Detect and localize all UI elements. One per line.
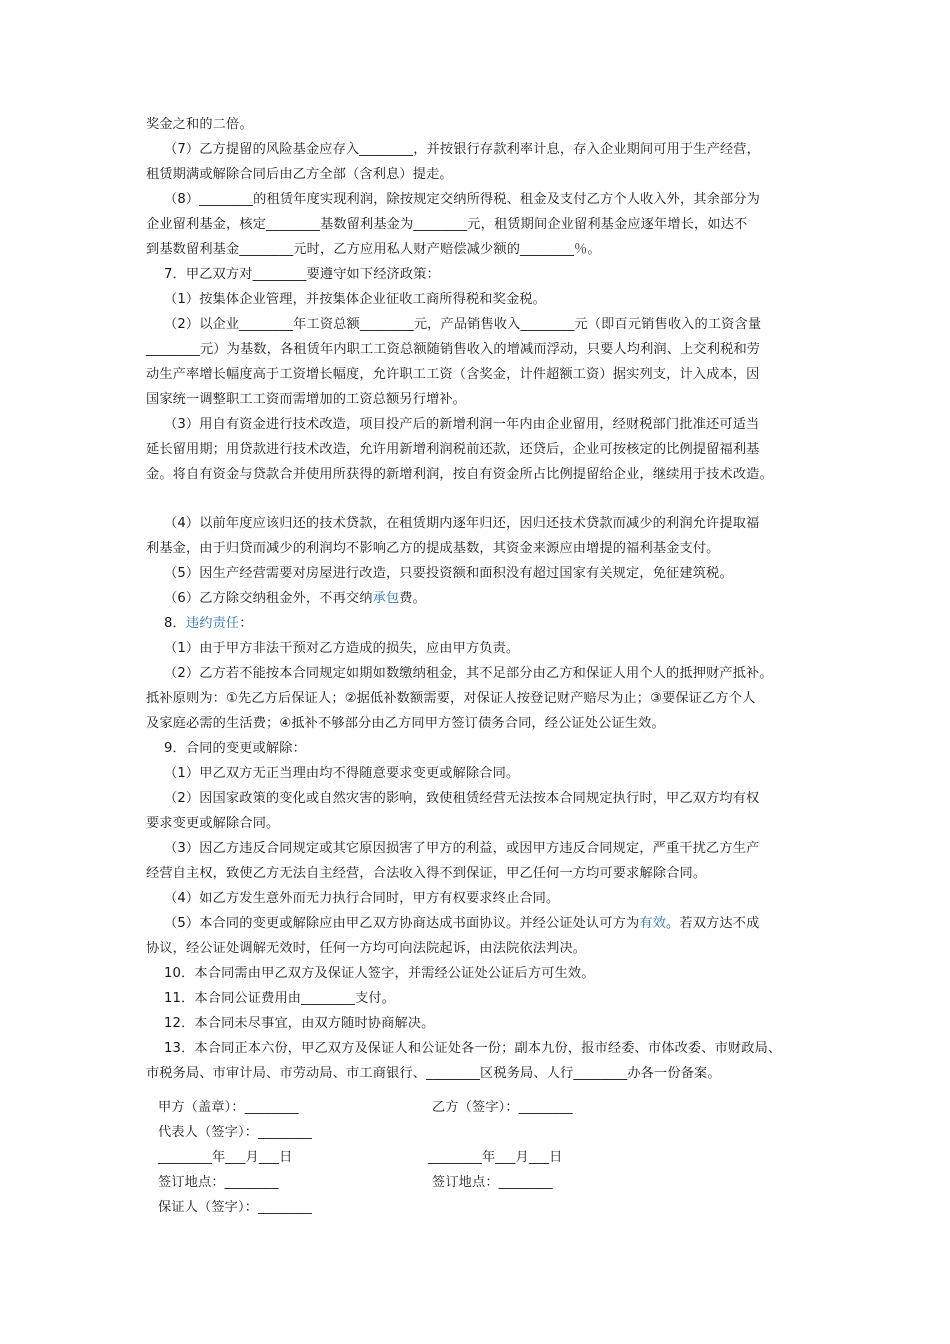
- body-line: （8）________的租赁年度实现利润，除按规定交纳所得税、租金及支付乙方个人收入外，其余部分为: [164, 192, 760, 207]
- body-line: （5）因生产经营需要对房屋进行改造，只要投资额和面积没有超过国家有关规定，免征建筑税。: [164, 566, 733, 581]
- party-b-date: ________年___月___日: [428, 1150, 563, 1165]
- party-a-date: ________年___月___日: [158, 1150, 293, 1165]
- body-line: 租赁期满或解除合同后由乙方全部（含利息）提走。: [146, 167, 453, 182]
- body-line: 抵补原则为：①先乙方后保证人；②据低补数额需要，对保证人按登记财产赔尽为止；③要保证乙方个人: [146, 691, 756, 706]
- line-text: （6）乙方除交纳租金外，不再交纳: [164, 591, 373, 606]
- body-line: ________元）为基数，各租赁年内职工工资总额随销售收入的增减而浮动，只要人均利润、上交利税和劳: [146, 342, 761, 357]
- body-line: （2）乙方若不能按本合同规定如期如数缴纳租金，其不足部分由乙方和保证人用个人的抵押财产抵补。: [164, 666, 773, 681]
- clause-heading: [164, 611, 950, 636]
- body-line: （3）用自有资金进行技术改造，项目投产后的新增利润一年内由企业留用，经财税部门批准还可适当: [164, 417, 760, 432]
- party-a-signing-place: 签订地点：________: [158, 1175, 279, 1190]
- body-line: （7）乙方提留的风险基金应存入________，并按银行存款利率计息，存入企业期间可用于生产经营，: [164, 142, 760, 157]
- body-line: （1）甲乙双方无正当理由均不得随意要求变更或解除合同。: [164, 766, 520, 781]
- body-line: （4）如乙方发生意外而无力执行合同时，甲方有权要求终止合同。: [164, 891, 560, 906]
- body-line: 11．本合同公证费用由________支付。: [164, 991, 396, 1006]
- body-line: 奖金之和的二倍。: [146, 117, 253, 132]
- body-line: （2）因国家政策的变化或自然灾害的影响，致使租赁经营无法按本合同规定执行时，甲乙双方均有权: [164, 791, 760, 806]
- body-line: [164, 911, 950, 936]
- body-line: 市税务局、市审计局、市劳动局、市工商银行、________区税务局、人行________办各一份备案。: [146, 1066, 721, 1081]
- body-line: 到基数留利基金________元时，乙方应用私人财产赔偿减少额的________％。: [146, 242, 601, 257]
- clause-heading: 7．甲乙双方对________要遵守如下经济政策：: [164, 267, 440, 282]
- valid-link[interactable]: 有效: [639, 916, 667, 931]
- representative-signature: 代表人（签字）：________: [158, 1125, 313, 1140]
- line-text: 8．: [164, 616, 186, 631]
- body-line: 企业留利基金，核定________基数留利基金为________元，租赁期间企业留利基金应逐年增长，如达不: [146, 217, 748, 232]
- body-line: 金。将自有资金与贷款合并使用所获得的新增利润，按自有资金所占比例提留给企业，继续用于技术改造。: [146, 467, 773, 482]
- body-line: 13．本合同正本六份，甲乙双方及保证人和公证处各一份；副本九份，报市经委、市体改委、市财政局、: [164, 1041, 782, 1056]
- body-line: 利基金，由于归贷而减少的利润均不影响乙方的提成基数，其资金来源应由增提的福利基金支付。: [146, 541, 720, 556]
- party-b-signing-place: 签订地点：________: [432, 1175, 553, 1190]
- line-text: 。若双方达不成: [666, 916, 760, 931]
- body-line: （4）以前年度应该归还的技术贷款，在租赁期内逐年归还，因归还技术贷款而减少的利润允许提取福: [164, 516, 760, 531]
- breach-liability-link[interactable]: 违约责任: [185, 616, 240, 631]
- line-text: ：: [239, 616, 253, 631]
- body-line: 12．本合同未尽事宜，由双方随时协商解决。: [164, 1016, 435, 1031]
- body-line: 国家统一调整职工工资而需增加的工资总额另行增补。: [146, 392, 467, 407]
- party-b-signature: 乙方（签字）：________: [432, 1100, 573, 1115]
- body-line: 延长留用期；用贷款进行技术改造，允许用新增利润税前还款，还贷后，企业可按核定的比例提留福利基: [146, 442, 760, 457]
- party-a-signature: 甲方（盖章）：________: [158, 1100, 299, 1115]
- body-line: 经营自主权，致使乙方无法自主经营，合法收入得不到保证，甲乙任何一方均可要求解除合同。: [146, 866, 707, 881]
- body-line: 动生产率增长幅度高于工资增长幅度，允许职工工资（含奖金，计件超额工资）据实列支，计入成本，因: [146, 367, 760, 382]
- clause-heading: 9．合同的变更或解除：: [164, 741, 306, 756]
- body-line: （1）按集体企业管理，并按集体企业征收工商所得税和奖金税。: [164, 292, 546, 307]
- line-text: （5）本合同的变更或解除应由甲乙双方协商达成书面协议。并经公证处认可方为: [164, 916, 640, 931]
- body-line: （3）因乙方违反合同规定或其它原因损害了甲方的利益，或因甲方违反合同规定，严重干扰乙方生产: [164, 841, 760, 856]
- guarantor-signature: 保证人（签字）：________: [158, 1200, 313, 1215]
- line-text: 费。: [399, 591, 426, 606]
- body-line: 10．本合同需由甲乙双方及保证人签字，并需经公证处公证后方可生效。: [164, 966, 595, 981]
- body-line: 协议，经公证处调解无效时，任何一方均可向法院起诉，由法院依法判决。: [146, 941, 587, 956]
- body-line: 及家庭必需的生活费；④抵补不够部分由乙方同甲方签订债务合同，经公证处公证生效。: [146, 716, 665, 731]
- body-line: （1）由于甲方非法干预对乙方造成的损失，应由甲方负责。: [164, 641, 520, 656]
- body-line: 要求变更或解除合同。: [146, 816, 280, 831]
- body-line: [164, 586, 950, 611]
- contract-link[interactable]: 承包: [372, 591, 400, 606]
- body-line: （2）以企业________年工资总额________元，产品销售收入________元（即百元销售收入的工资含量: [164, 317, 762, 332]
